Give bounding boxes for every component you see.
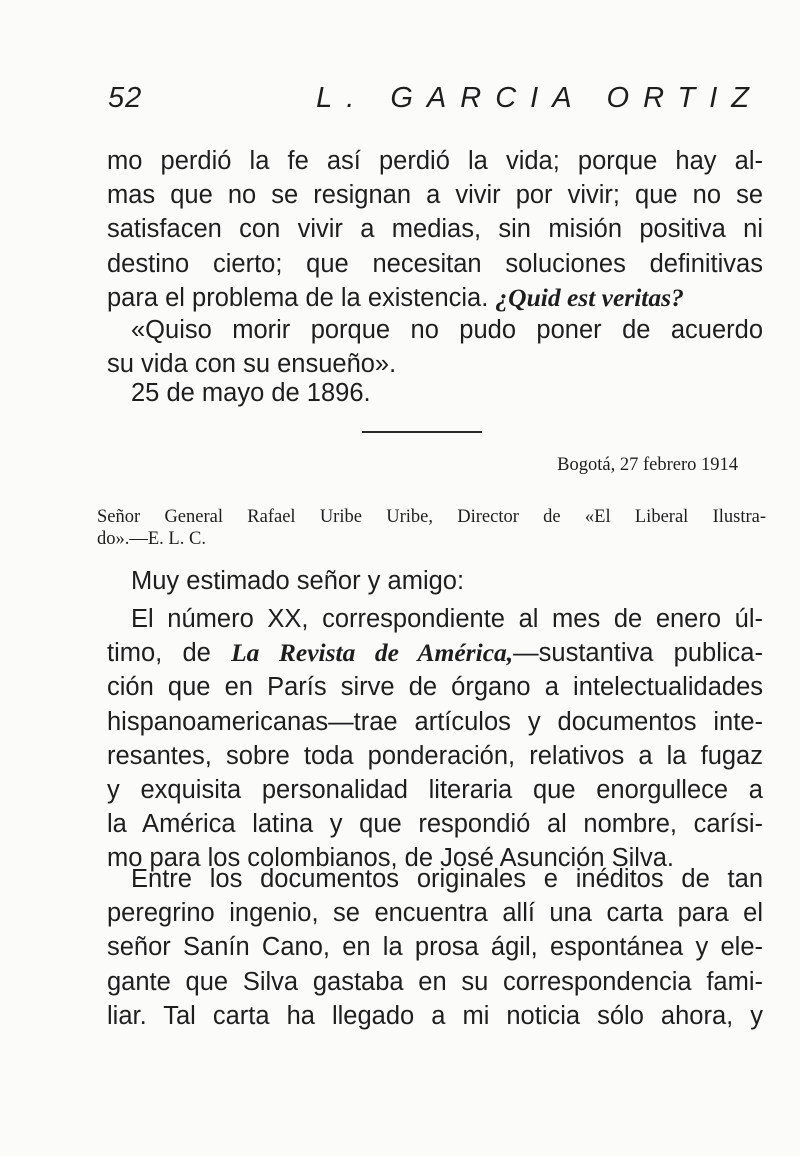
running-title: L. GARCIA ORTIZ <box>316 82 763 114</box>
text-line: destino cierto; que necesitan soluciones definitivas <box>107 249 763 278</box>
text-line: liar. Tal carta ha llegado a mi noticia sólo ahora, y <box>107 1001 763 1030</box>
text-line: satisfacen con vivir a medias, sin misión positiva ni <box>107 215 763 244</box>
text-line: peregrino ingenio, se encuentra allí una carta para el <box>107 899 763 928</box>
text-line: mo perdió la fe así perdió la vida; porque hay al- <box>107 147 763 175</box>
text-line <box>107 281 763 315</box>
text-line: mo para los colombianos, de José Asunción Silva. <box>107 844 674 873</box>
text-line: mas que no se resignan a vivir por vivir; que no se <box>107 181 763 210</box>
text-line: señor Sanín Cano, en la prosa ágil, espontánea y ele- <box>107 933 763 962</box>
letter-paragraph-1 <box>107 602 763 876</box>
paragraph-closing-essay <box>107 144 763 315</box>
latin-phrase: ¿Quid est veritas? <box>495 282 684 312</box>
text-line: Entre los documentos originales e inéditos de tan <box>131 865 763 893</box>
text-line: ción que en París sirve de órgano a intelectualidades <box>107 673 763 702</box>
letter-salutation: Muy estimado señor y amigo: <box>131 567 465 595</box>
text-line: su vida con su ensueño». <box>107 350 397 379</box>
letter-dateline: Bogotá, 27 febrero 1914 <box>557 455 738 475</box>
page-header <box>108 82 763 122</box>
text-line: resantes, sobre toda ponderación, relativos a la fugaz <box>107 741 763 770</box>
text-line: El número XX, correspondiente al mes de enero úl- <box>131 605 763 633</box>
text-line: Señor General Rafael Uribe Uribe, Director de «El Liberal Ilustra- <box>97 507 766 527</box>
quotation <box>107 313 763 381</box>
text-line: y exquisita personalidad literaria que enorgullece a <box>107 776 763 805</box>
text-line <box>107 636 763 670</box>
text-line: do».—E. L. C. <box>97 529 206 549</box>
text-fragment: para el problema de la existencia. <box>107 283 489 312</box>
journal-title: La Revista de América, <box>231 638 514 668</box>
letter-addressee <box>97 506 766 550</box>
text-line: «Quiso morir porque no pudo poner de acuerdo <box>131 316 763 344</box>
text-fragment: —sustantiva publica- <box>513 639 763 668</box>
section-divider <box>362 431 482 433</box>
text-line: hispanoamericanas—trae artículos y documentos inte- <box>107 707 763 736</box>
text-line: la América latina y que respondió al nombre, carísi- <box>107 810 763 839</box>
essay-date: 25 de mayo de 1896. <box>131 379 371 407</box>
letter-paragraph-2 <box>107 862 763 1033</box>
text-line: gante que Silva gastaba en su correspondencia fami- <box>107 967 763 996</box>
text-fragment: timo, de <box>107 639 211 668</box>
page-number: 52 <box>108 82 143 114</box>
